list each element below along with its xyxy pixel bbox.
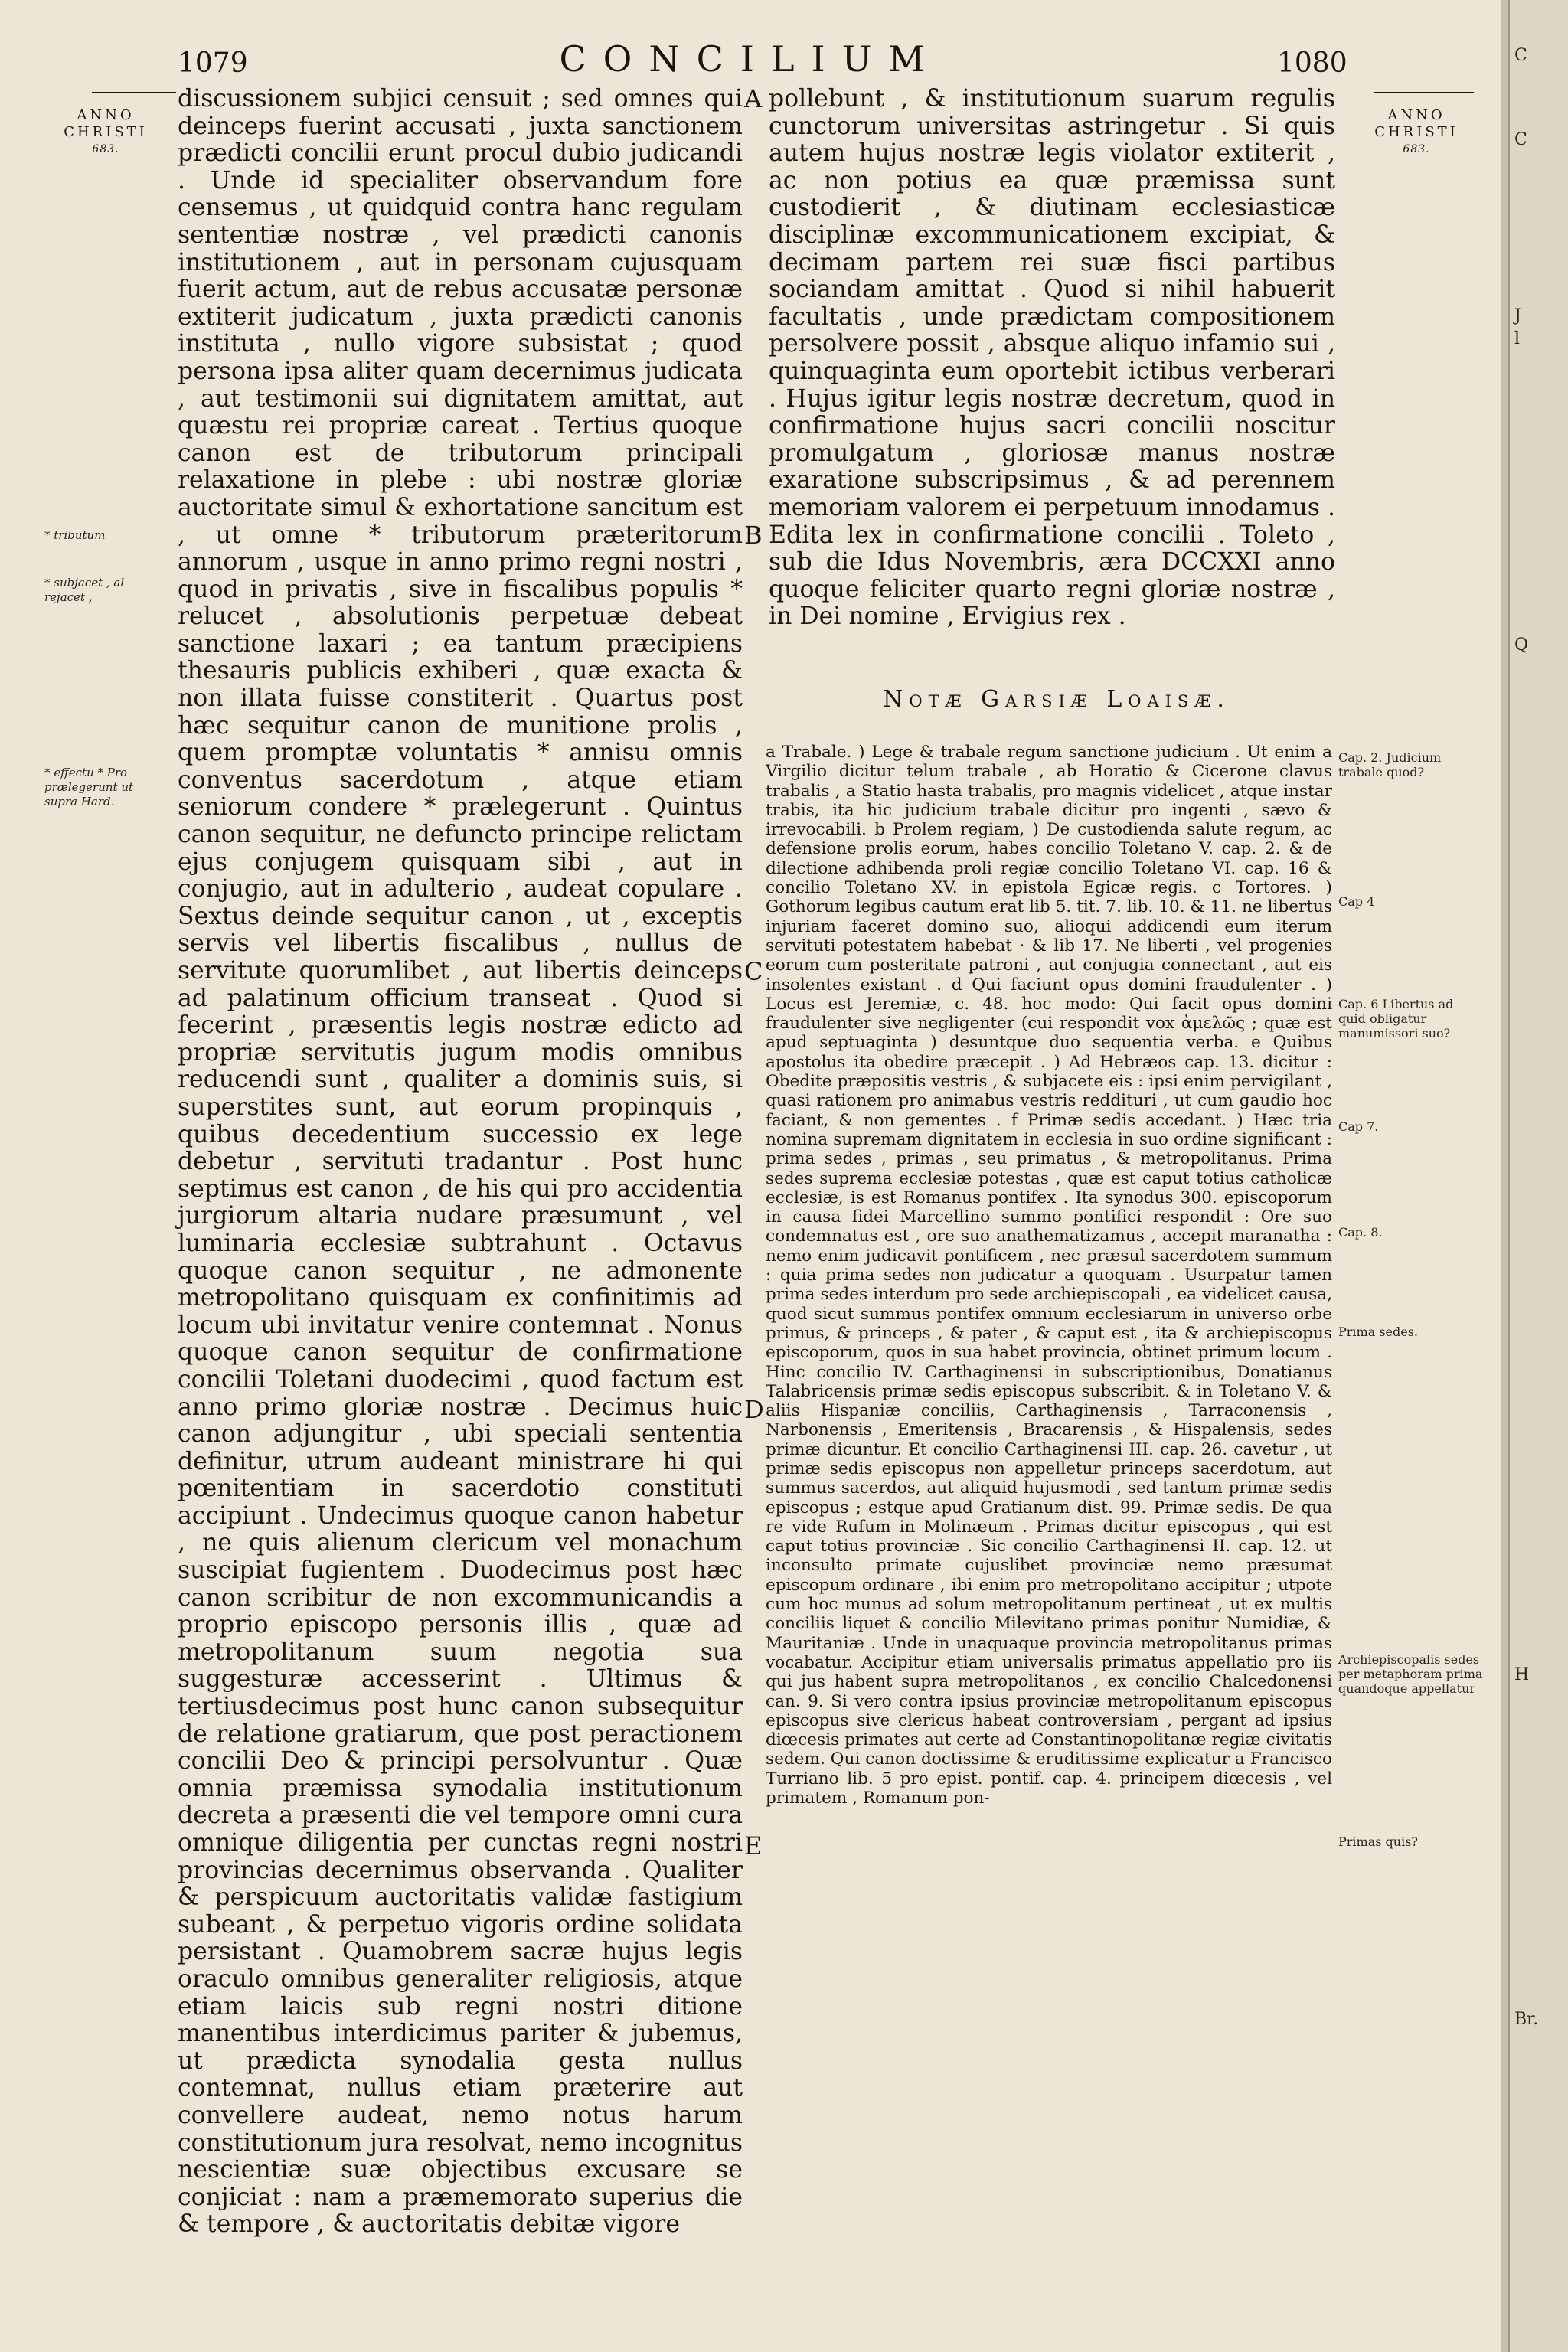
margin-note-prima-sedes: Prima sedes. bbox=[1338, 1325, 1419, 1339]
header-rule-right bbox=[1374, 92, 1474, 93]
section-marker-a: A bbox=[744, 84, 763, 113]
section-marker-c: C bbox=[744, 957, 763, 986]
margin-note-cap6: Cap. 6 Libertus ad quid obligatur manumissori suo? bbox=[1338, 997, 1454, 1040]
adjacent-page-fragment: C bbox=[1514, 130, 1527, 149]
section-marker-b: B bbox=[744, 521, 763, 550]
anno-christi-left-year: 683. bbox=[92, 143, 119, 155]
anno-christi-right-year: 683. bbox=[1403, 143, 1430, 155]
anno-christi-left-label: ANNO CHRISTI bbox=[64, 107, 148, 140]
section-marker-e: E bbox=[744, 1831, 763, 1860]
margin-note-effectu: * effectu * Pro prælegerunt ut supra Hard. bbox=[44, 766, 134, 808]
anno-christi-right bbox=[1355, 107, 1478, 158]
anno-christi-left bbox=[44, 107, 167, 158]
page-number-left: 1079 bbox=[178, 47, 248, 79]
notes-heading: Notæ Garsiæ Loaisæ. bbox=[883, 686, 1230, 713]
left-column-text: discussionem subjici censuit ; sed omnes qui deinceps fuerint accusati , juxta sanctionem prædicti concilii erunt procul dubio judicandi . Unde id specialiter observandum fore censemus , ut quidquid contra hanc regulam sententiæ nostræ , vel prædicti canonis institutionem , aut in personam cujusquam fuerit actum, aut de rebus accusatæ personæ extiterit judicatum , juxta prædicti canonis instituta , nullo vigore subsistat ; quod persona ipsa aliter quam decernimus judicata , aut testimonii sui dignitatem amittat, aut quæstu rei propriæ careat . Tertius quoque canon est de tributorum principali relaxatione in plebe : ubi nostræ gloriæ auctoritate simul & exhortatione sancitum est , ut omne * tributorum præteritorum annorum , usque in anno primo regni nostri , quod in privatis , sive in fiscalibus populis * relucet , absolutionis perpetuæ debeat sanctione laxari ; ea tantum præcipiens thesauris publicis exhiberi , quæ exacta & non illata fuisse constiterit . Quartus post hæc sequitur canon de munitione prolis , quem promptæ voluntatis * annisu omnis conventus sacerdotum , atque etiam seniorum condere * prælegerunt . Quintus canon sequitur, ne defuncto principe relictam ejus conjugem quisquam sibi , aut in conjugio, aut in adulterio , audeat copulare . Sextus deinde sequitur canon , ut , exceptis servis vel libertis fiscalibus , nullus de servitute quorumlibet , aut libertis deinceps ad palatinum officium transeat . Quod si fecerint , præsentis legis nostræ edicto ad propriæ servitutis jugum modis omnibus reducendi sunt , qualiter a dominis suis, si superstites sunt, aut eorum propinquis , quibus decedentium successio ex lege debetur , servituti tradantur . Post hunc septimus est canon , de his qui pro accidentia jurgiorum altaria nudare præsumunt , vel luminaria ecclesiæ subtrahunt . Octavus quoque canon sequitur , ne admonente metropolitano quisquam ex confinitimis ad locum ubi invitatur venire contemnat . Nonus quoque canon sequitur de confirmatione concilii Toletani duodecimi , quod factum est anno primo gloriæ nostræ . Decimus huic canon adjungitur , ubi speciali sententia definitur, utrum audeant ministrare hi qui pœnitentiam in sacerdotio constituti accipiunt . Undecimus quoque canon habetur , ne quis alienum clericum vel monachum suscipiat fugientem . Duodecimus post hæc canon scribitur de non excommunicandis a proprio episcopo personis illis , quæ ad metropolitanum suum negotia sua suggesturæ accesserint . Ultimus & tertiusdecimus post hunc canon subsequitur de relatione gratiarum, que post peractionem concilii Deo & principi persolvuntur . Quæ omnia præmissa synodalia institutionum decreta a præsenti die vel tempore omni cura omnique diligentia per cunctas regni nostri provincias decernimus observanda . Qualiter & perspicuum auctoritatis validæ fastigium subeant , & perpetuo vigoris ordine solidata persistant . Quamobrem sacræ hujus legis oraculo omnibus generaliter religiosis, atque etiam laicis sub regni nostri ditione manentibus interdicimus pariter & jubemus, ut prædicta synodalia gesta nullus contemnat, nullus etiam præterire aut convellere audeat, nemo notus harum constitutionum jura resolvat, nemo incognitus nescientiæ suæ objectibus excusare se conjiciat : nam a præmemorato superius die & tempore , & auctoritatis debitæ vigore bbox=[178, 85, 743, 2239]
adjacent-page-fragment: C bbox=[1514, 46, 1527, 65]
margin-note-archiepiscopalis: Archiepiscopalis sedes per metaphoram prima quandoque appellatur bbox=[1338, 1652, 1483, 1696]
margin-note-cap2: Cap. 2. Judicium trabale quod? bbox=[1338, 750, 1442, 779]
adjacent-page-edge bbox=[1508, 0, 1568, 2352]
margin-note-cap7: Cap 7. bbox=[1338, 1119, 1379, 1134]
anno-christi-right-label: ANNO CHRISTI bbox=[1374, 107, 1459, 140]
margin-note-subjacet: * subjacet , al rejacet , bbox=[44, 576, 125, 604]
adjacent-page-fragment: H bbox=[1514, 1665, 1530, 1684]
margin-note-cap4: Cap 4 bbox=[1338, 894, 1375, 909]
right-column-text: pollebunt , & institutionum suarum regulis cunctorum universitas astringetur . Si quis autem hujus nostræ legis violator extiterit , ac non potius ea quæ præmissa sunt custodierit , & diutinam ecclesiasticæ disciplinæ excommunicationem excipiat, & decimam partem rei suæ fisci partibus sociandam amittat . Quod si nihil habuerit facultatis , unde prædictam compositionem persolvere possit , absque aliquo infamio sui , quinquaginta eum oportebit ictibus verberari . Hujus igitur legis nostræ decretum, quod in confirmatione hujus sacri concilii noscitur promulgatum , gloriosæ manus nostræ exaratione subscripsimus , & ad perennem memoriam valorem ei perpetuum innodamus . Edita lex in confirmatione concilii . Toleto , sub die Idus Novembris, æra DCCXXI anno quoque feliciter quarto regni gloriæ nostræ , in Dei nomine , Ervigius rex . bbox=[769, 85, 1335, 631]
header-rule-left bbox=[92, 92, 176, 93]
page-number-right: 1080 bbox=[1277, 47, 1348, 79]
margin-note-cap8: Cap. 8. bbox=[1338, 1225, 1383, 1240]
adjacent-page-fragment: Br. bbox=[1514, 2010, 1539, 2029]
margin-note-primas-quis: Primas quis? bbox=[1338, 1834, 1418, 1849]
section-marker-d: D bbox=[744, 1395, 764, 1424]
book-gutter bbox=[1501, 0, 1508, 2352]
adjacent-page-fragment: J bbox=[1514, 306, 1521, 325]
running-title: CONCILIUM bbox=[559, 38, 942, 80]
margin-note-tributum: * tributum bbox=[44, 528, 106, 542]
adjacent-page-fragment: Q bbox=[1514, 635, 1529, 655]
adjacent-page-fragment: l bbox=[1514, 329, 1521, 348]
notes-text: a Trabale. ) Lege & trabale regum sanctione judicium . Ut enim a Virgilio dicitur telum trabale , ab Horatio & Cicerone clavus trabalis , a Statio hasta trabalis, pro magnis videlicet , atque instar trabis, ita hic judicium trabale dicitur pro ingenti , sævo & irrevocabili. b Prolem regiam, ) De custodienda salute regum, ac defensione prolis eorum, habes concilio Toletano V. cap. 2. & de dilectione adhibenda proli regiæ concilio Toletano VI. cap. 16 & concilio Toletano XV. in epistola Egicæ regis. c Tortores. ) Gothorum legibus cautum erat lib 5. tit. 7. lib. 10. & 11. ne libertus injuriam faceret domino suo, alioqui addicendi eum iterum servituti potestatem habebat · & lib 17. Ne liberti , vel progenies eorum cum posteritate patroni , aut conjugia connectant , aut eis insolentes existant . d Qui faciunt opus domini fraudulenter . ) Locus est Jeremiæ, c. 48. hoc modo: Qui facit opus domini fraudulenter sive negligenter (cui respondit vox ἀμελῶς ; quæ est apud septuaginta ) desuntque duo sequentia verba. e Quibus apostolus ita obedire præcepit . ) Ad Hebræos cap. 13. dicitur : Obedite præpositis vestris , & subjacete eis : ipsi enim pervigilant , quasi rationem pro animabus vestris reddituri , ut cum gaudio hoc faciant, & non gementes . f Primæ sedis accedant. ) Hæc tria nomina supremam dignitatem in ecclesia in suo ordine significant : prima sedes , primas , seu primatus , & metropolitanus. Prima sedes suprema ecclesiæ potestas , quæ est caput totius catholicæ ecclesiæ, is est Romanus pontifex . Ita synodus 300. episcoporum in causa fidei Marcellino summo pontifici respondit : Ore suo condemnatus est , ore suo anathematizamus , accepit maranatha : nemo enim judicavit pontificem , nec præsul sacerdotem summum : quia prima sedes non judicatur a quoquam . Usurpatur tamen prima sedes interdum pro sede archiepiscopali , ea videlicet causa, quod sicut summus pontifex omnium ecclesiarum in universo orbe primus, & princeps , & pater , & caput est , ita & archiepiscopus episcoporum, quos in sua habet provincia, obtinet primum locum . Hinc concilio IV. Carthaginensi in subscriptionibus, Donatianus Talabricensis primæ sedis episcopus subscribit. & in Toletano V. & aliis Hispaniæ conciliis, Carthaginensis , Tarraconensis , Narbonensis , Emeritensis , Bracarensis , & Hispalensis, sedes primæ dicuntur. Et concilio Carthaginensi III. cap. 26. cavetur , ut primæ sedis episcopus non appelletur princeps sacerdotum, aut summus sacerdos, aut aliquid hujusmodi , sed tantum primæ sedis episcopus ; estque apud Gratianum dist. 99. Primæ sedis. De qua re vide Rufum in Molinæum . Primas dicitur episcopus , qui est caput totius provinciæ . Sic concilio Carthaginensi II. cap. 12. ut inconsulto primate cujuslibet provinciæ nemo præsumat episcopum ordinare , ibi enim pro metropolitano accipitur ; utpote cum hoc munus ad solum metropolitanum pertineat , ut ex multis conciliis liquet & concilio Milevitano primas ponitur Numidiæ, & Mauritaniæ . Unde in unaquaque provincia metropolitanus primas vocabatur. Accipitur etiam universalis primatus appellatio pro iis qui jus habent supra metropolitanos , ex concilio Chalcedonensi can. 9. Si vero contra ipsius provinciæ metropolitanum episcopus episcopus sive clericus habeat controversiam , pergant ad ipsius diœcesis primates aut certe ad Constantinopolitanæ regiæ civitatis sedem. Qui canon doctissime & eruditissime explicatur a Francisco Turriano lib. 5 pro epist. pontif. cap. 4. principem diœcesis , vel primatem , Romanum pon- bbox=[766, 743, 1332, 1808]
